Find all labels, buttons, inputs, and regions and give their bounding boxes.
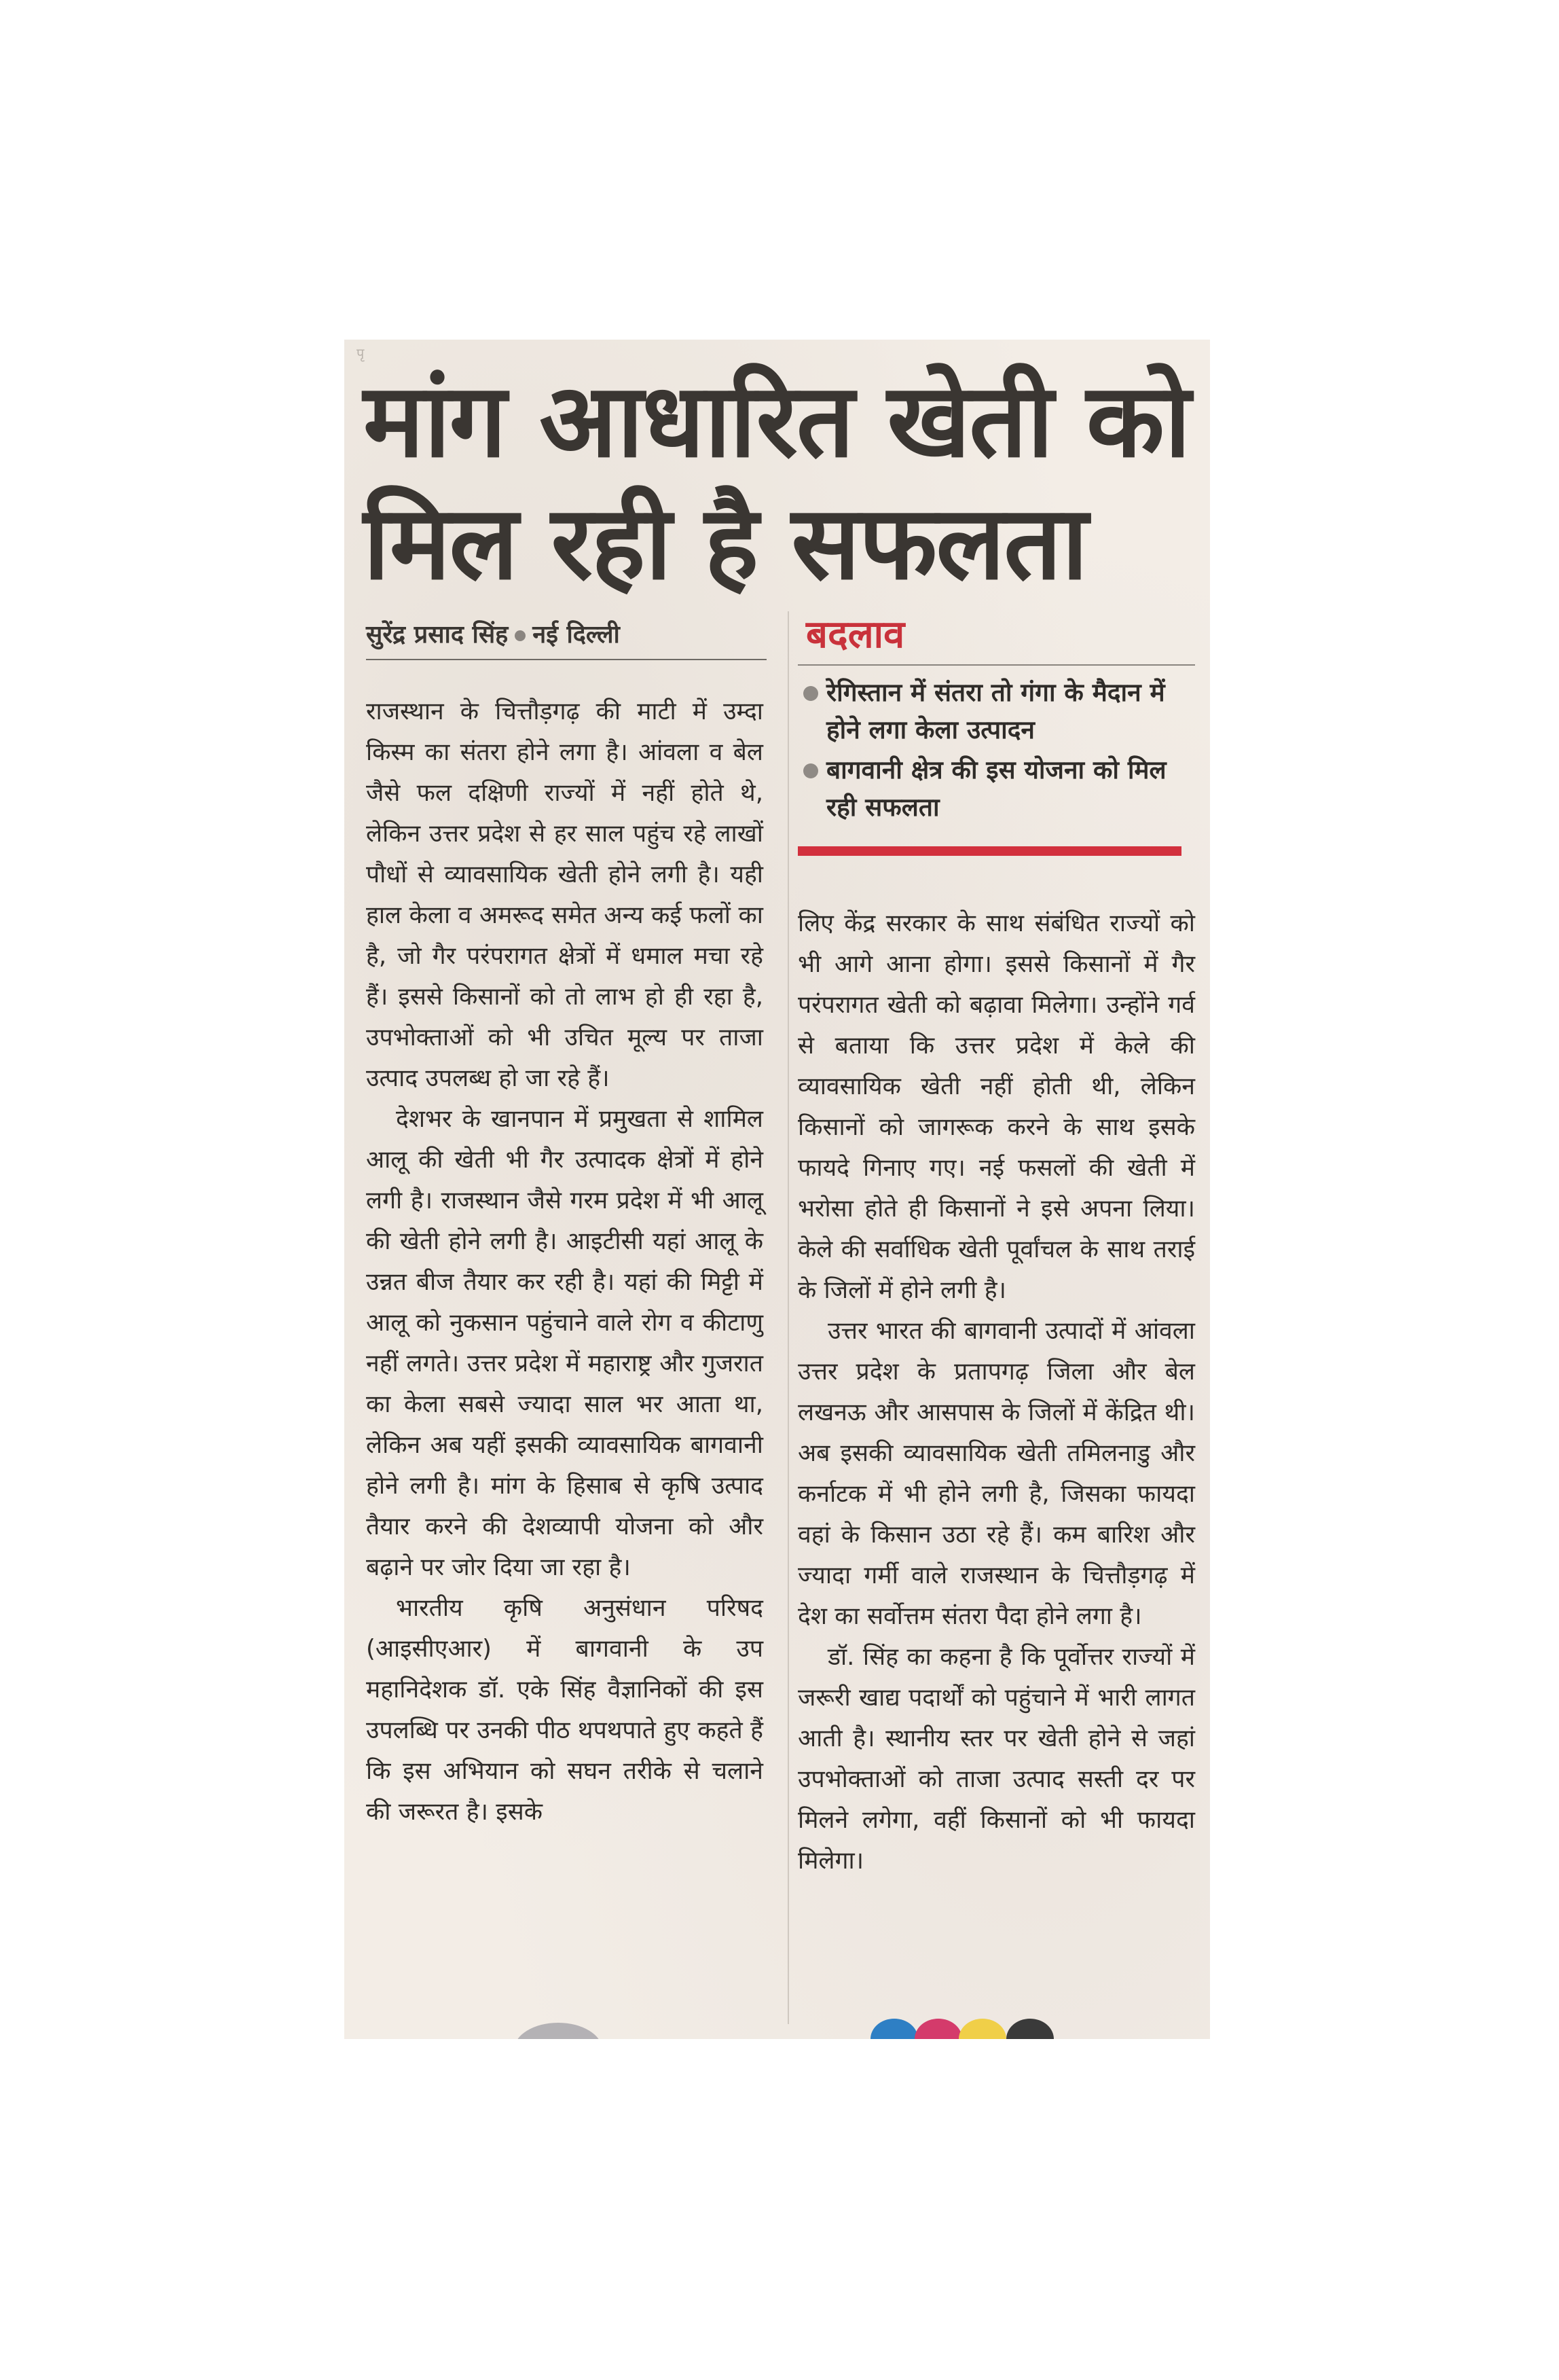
highlight-item [798, 674, 1195, 749]
headline [363, 360, 1190, 605]
highlights-rule [798, 664, 1195, 666]
paragraph: राजस्थान के चित्तौड़गढ़ की माटी में उम्दा किस्म का संतरा होने लगा है। आंवला व बेल जैसे फल दक्षिणी राज्यों में नहीं होते थे, लेकिन उत्तर प्रदेश से हर साल पहुंच रहे लाखों पौधों से व्यावसायिक खेती होने लगी है। यही हाल केला व अमरूद समेत अन्य कई फलों का है, जो गैर परंपरागत क्षेत्रों में धमाल मचा रहे हैं। इससे किसानों को तो लाभ हो ही रहा है, उपभोक्ताओं को भी उचित मूल्य पर ताजा उत्पाद उपलब्ध हो जा रहे हैं। [366, 698, 763, 1092]
bullet-dot-icon [803, 686, 818, 701]
highlight-text: बागवानी क्षेत्र की इस योजना को मिल रही सफलता [826, 755, 1167, 822]
page-mark: पृ [356, 345, 365, 361]
black-registration-dot-icon [1006, 2019, 1054, 2039]
byline-rule [366, 659, 767, 660]
highlights-tag: बदलाव [806, 613, 905, 657]
paragraph: उत्तर भारत की बागवानी उत्पादों में आंवला उत्तर प्रदेश के प्रतापगढ़ जिला और बेल लखनऊ और आसपास के जिलों में केंद्रित थी। अब इसकी व्यावसायिक खेती तमिलनाडु और कर्नाटक में भी होने लगी है, जिसका फायदा वहां के किसान उठा रहे हैं। कम बारिश और ज्यादा गर्मी वाले राजस्थान के चित्तौड़गढ़ में देश का सर्वोत्तम संतरा पैदा होने लगा है। [798, 1317, 1195, 1630]
column-divider [788, 611, 789, 2024]
highlight-item [798, 751, 1195, 826]
paragraph: लिए केंद्र सरकार के साथ संबंधित राज्यों को भी आगे आना होगा। इससे किसानों में गैर परंपरागत खेती को बढ़ावा मिलेगा। उन्होंने गर्व से बताया कि उत्तर प्रदेश में केले की व्यावसायिक खेती नहीं होती थी, लेकिन किसानों को जागरूक करने के साथ इसके फायदे गिनाए गए। नई फसलों की खेती में भरोसा होते ही किसानों ने इसे अपना लिया। केले की सर्वाधिक खेती पूर्वांचल के साथ तराई के जिलों में होने लगी है। [798, 909, 1195, 1304]
byline-author: सुरेंद्र प्रसाद सिंह [366, 621, 509, 649]
bullet-dot-icon [515, 630, 526, 641]
byline [366, 617, 767, 650]
newspaper-clipping [344, 340, 1210, 2039]
headline-line-2: मिल रही है सफलता [363, 484, 1087, 602]
highlight-text: रेगिस्तान में संतरा तो गंगा के मैदान में होने लगा केला उत्पादन [826, 678, 1165, 744]
print-registration-mark-icon [514, 2023, 602, 2039]
cyan-registration-dot-icon [870, 2019, 918, 2039]
paragraph: देशभर के खानपान में प्रमुखता से शामिल आलू की खेती भी गैर उत्पादक क्षेत्रों में होने लगी है। राजस्थान जैसे गरम प्रदेश में भी आलू की खेती होने लगी है। आइटीसी यहां आलू के उन्नत बीज तैयार कर रही है। यहां की मिट्टी में आलू को नुकसान पहुंचाने वाले रोग व कीटाणु नहीं लगते। उत्तर प्रदेश में महाराष्ट्र और गुजरात का केला सबसे ज्यादा साल भर आता था, लेकिन अब यहीं इसकी व्यावसायिक बागवानी होने लगी है। मांग के हिसाब से कृषि उत्पाद तैयार करने की देशव्यापी योजना को और बढ़ाने पर जोर दिया जा रहा है। [366, 1105, 763, 1581]
highlights-list [798, 674, 1195, 826]
paragraph: डॉ. सिंह का कहना है कि पूर्वोत्तर राज्यों में जरूरी खाद्य पदार्थों को पहुंचाने में भारी लागत आती है। स्थानीय स्तर पर खेती होने से जहां उपभोक्ताओं को ताजा उत्पाद सस्ती दर पर मिलने लगेगा, वहीं किसानों को भी फायदा मिलेगा। [798, 1643, 1195, 1875]
bullet-dot-icon [803, 763, 818, 778]
right-column [798, 903, 1195, 1881]
highlights-box [798, 611, 1195, 856]
magenta-registration-dot-icon [915, 2019, 962, 2039]
yellow-registration-dot-icon [959, 2019, 1006, 2039]
byline-location: नई दिल्ली [532, 621, 620, 649]
left-column [366, 691, 763, 1833]
headline-line-1: मांग आधारित खेती को [363, 362, 1190, 480]
paragraph: भारतीय कृषि अनुसंधान परिषद (आइसीएआर) में बागवानी के उप महानिदेशक डॉ. एके सिंह वैज्ञानिकों की इस उपलब्धि पर उनकी पीठ थपथपाते हुए कहते हैं कि इस अभियान को सघन तरीके से चलाने की जरूरत है। इसके [366, 1594, 763, 1826]
highlights-accent-bar [798, 846, 1181, 856]
